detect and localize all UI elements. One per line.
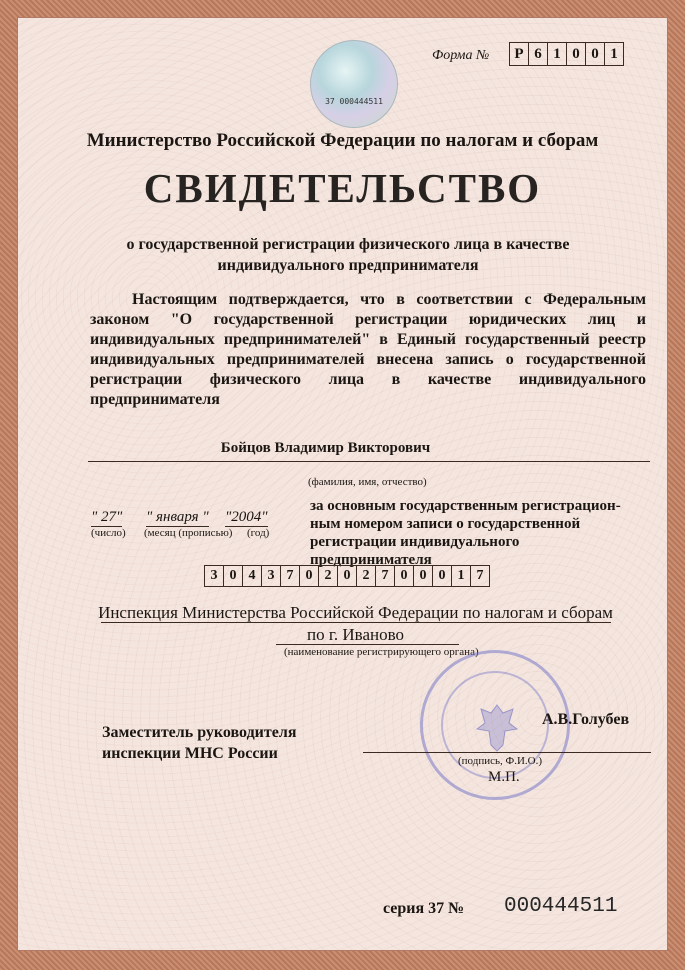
signature-label: (подпись, Ф.И.О.) bbox=[458, 755, 542, 767]
date-day: " 27" bbox=[91, 509, 123, 525]
date-day-label: (число) bbox=[91, 527, 126, 539]
forma-code-char: 0 bbox=[567, 43, 586, 65]
forma-code-char: 0 bbox=[586, 43, 605, 65]
certificate-title: СВИДЕТЕЛЬСТВО bbox=[143, 165, 542, 211]
inspection-underline bbox=[276, 644, 459, 645]
hologram-number: 37 000444511 bbox=[325, 97, 383, 106]
forma-code-char: 1 bbox=[610, 46, 618, 62]
date-month-label: (месяц (прописью) bbox=[144, 527, 233, 539]
deputy-title bbox=[102, 722, 297, 764]
registration-digit: 7 bbox=[476, 568, 484, 583]
forma-code-char: 1 bbox=[548, 43, 567, 65]
hologram-seal bbox=[310, 40, 398, 128]
forma-code-char: 6 bbox=[529, 43, 548, 65]
registration-digit: 3 bbox=[205, 566, 224, 586]
forma-code-char: Р bbox=[510, 43, 529, 65]
registration-number-boxes bbox=[204, 565, 490, 587]
registration-text: за основным государственным регистрацион- ным номером записи о государственной регистрации индивидуального предпринимателя bbox=[310, 498, 621, 568]
forma-code-boxes bbox=[509, 42, 624, 66]
registration-digit: 7 bbox=[281, 566, 300, 586]
forma-label: Форма № bbox=[432, 48, 490, 63]
confirmation-paragraph: Настоящим подтверждается, что в соответствии с Федеральным законом "О государственной регистрации юридических лиц и индивидуальных предпринимателей" в Единый государственный реестр индивидуальных предпринимателей внесена запись о государственной регистрации физического лица в качестве индивидуального предпринимателя bbox=[90, 291, 646, 408]
stamp-place-label: М.П. bbox=[488, 769, 520, 785]
registration-digit: 0 bbox=[414, 566, 433, 586]
certificate-subtitle: о государственной регистрации физического лица в качестве индивидуального предпринимателя bbox=[126, 236, 570, 274]
date-year: "2004" bbox=[225, 509, 268, 525]
deputy-title-line: Заместитель руководителя bbox=[102, 724, 297, 741]
inspection-name: Инспекция Министерства Российской Федерации по налогам и сборам по г. Иваново bbox=[98, 603, 613, 644]
registration-digit: 0 bbox=[338, 566, 357, 586]
organ-label: (наименование регистрирующего органа) bbox=[284, 646, 479, 658]
date-month: " января " bbox=[146, 509, 209, 525]
registration-digit: 3 bbox=[262, 566, 281, 586]
deputy-title-line: инспекции МНС России bbox=[102, 745, 278, 762]
owner-underline bbox=[88, 461, 650, 462]
registration-digit: 0 bbox=[300, 566, 319, 586]
signature-line bbox=[363, 752, 651, 753]
registration-digit: 2 bbox=[319, 566, 338, 586]
owner-name: Бойцов Владимир Викторович bbox=[220, 440, 431, 456]
eagle-emblem-icon bbox=[473, 699, 521, 755]
certificate-sheet bbox=[17, 17, 668, 951]
registration-digit: 0 bbox=[224, 566, 243, 586]
registration-digit: 4 bbox=[243, 566, 262, 586]
seria-label: серия 37 № bbox=[383, 900, 465, 917]
ministry-name: Министерство Российской Федерации по налогам и сборам bbox=[86, 130, 599, 151]
registration-digit: 0 bbox=[395, 566, 414, 586]
registration-digit: 0 bbox=[433, 566, 452, 586]
date-year-label: (год) bbox=[247, 527, 270, 539]
registration-digit: 7 bbox=[376, 566, 395, 586]
inspection-underline bbox=[101, 622, 611, 623]
registration-digit: 1 bbox=[452, 566, 471, 586]
registration-digit: 2 bbox=[357, 566, 376, 586]
signer-name: А.В.Голубев bbox=[542, 711, 630, 728]
serial-number: 000444511 bbox=[504, 895, 618, 918]
fio-label: (фамилия, имя, отчество) bbox=[308, 476, 427, 488]
